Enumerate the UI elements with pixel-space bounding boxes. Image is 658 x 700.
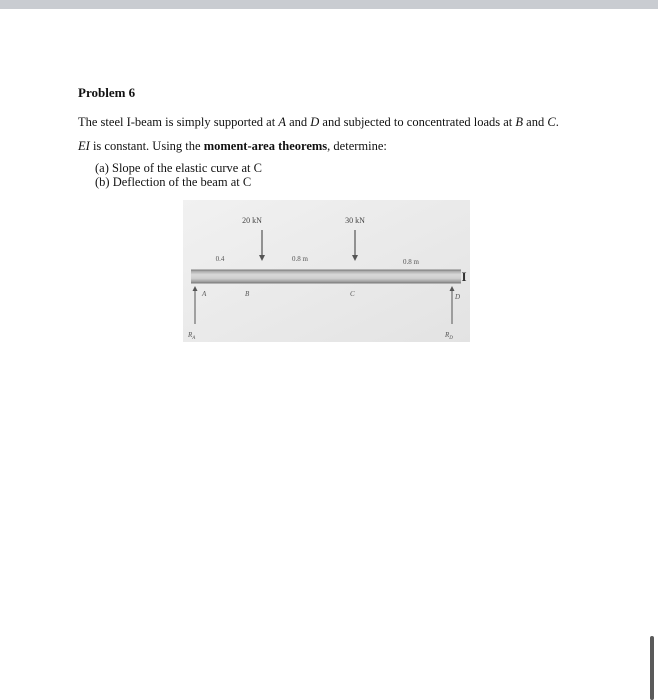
statement-text: and	[285, 115, 311, 129]
reaction-d-symbol: R	[445, 331, 450, 339]
point-c-label: C	[350, 290, 355, 298]
reaction-d-subscript: D	[449, 336, 453, 341]
reaction-a-symbol: R	[188, 331, 193, 339]
point-d-label: D	[455, 293, 461, 301]
statement-text: is constant. Using the	[89, 139, 204, 153]
load-c-label: 30 kN	[345, 216, 365, 225]
part-b: (b) Deflection of the beam at C	[95, 175, 252, 189]
top-bar	[0, 0, 658, 9]
i-section-symbol: I	[461, 269, 467, 284]
dimension-cd: 0.8 m	[403, 258, 419, 266]
problem-statement	[78, 110, 618, 158]
i-beam	[191, 270, 461, 283]
point-b-label: B	[245, 290, 250, 298]
statement-text: and	[523, 115, 548, 129]
dimension-bc: 0.8 m	[292, 255, 308, 263]
point-a-label: A	[202, 290, 207, 298]
dimension-ab: 0.4	[215, 255, 225, 263]
support-d-ref: D	[310, 115, 320, 129]
question-parts	[95, 161, 262, 189]
load-b-ref: B	[515, 115, 524, 129]
statement-line-2	[78, 134, 618, 158]
reaction-a-subscript: A	[192, 336, 196, 341]
statement-text: .	[555, 115, 559, 129]
load-c-ref: C	[547, 115, 556, 129]
load-b-label: 20 kN	[242, 216, 262, 225]
beam-diagram	[183, 200, 470, 342]
scrollbar-thumb[interactable]	[650, 636, 654, 700]
beam-figure	[183, 200, 470, 342]
statement-line-1	[78, 110, 618, 134]
statement-text: , determine:	[327, 139, 387, 153]
ei-symbol: EI	[78, 139, 90, 153]
support-a-ref: A	[278, 115, 286, 129]
part-a: (a) Slope of the elastic curve at C	[95, 161, 262, 175]
statement-text: The steel I-beam is simply supported at	[78, 115, 279, 129]
method-name: moment-area theorems	[203, 139, 328, 153]
statement-text: and subjected to concentrated loads at	[319, 115, 516, 129]
problem-title: Problem 6	[78, 85, 136, 100]
